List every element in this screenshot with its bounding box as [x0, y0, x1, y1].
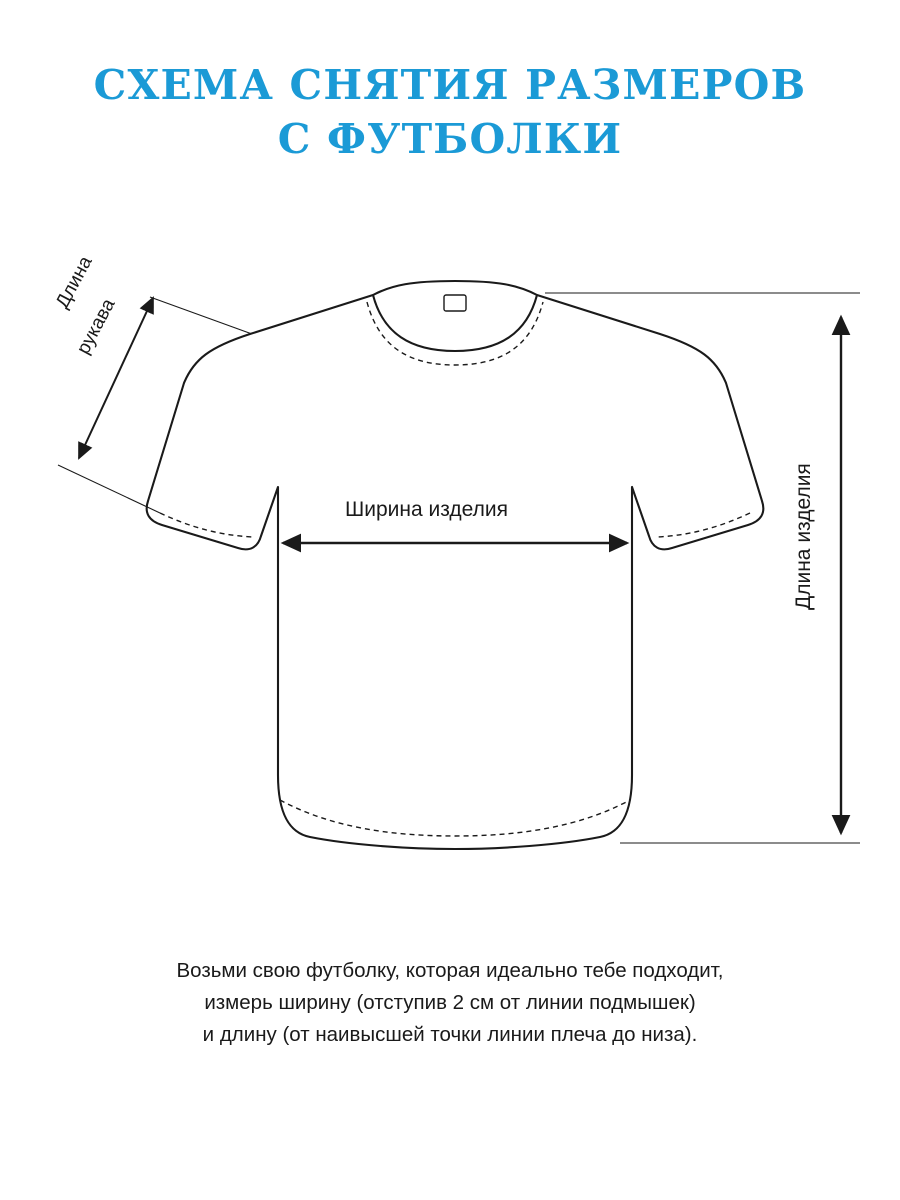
neck-tag: [444, 295, 466, 311]
t-shirt-measurement-diagram: [0, 252, 900, 895]
instructions-line-1: Возьми свою футболку, которая идеально тебе подходит,: [176, 959, 724, 982]
t-shirt-illustration: [0, 252, 900, 895]
page-title: [0, 58, 900, 166]
right-sleeve-hem: [658, 513, 750, 537]
label-product-length: Длина изделия: [792, 463, 815, 610]
left-sleeve-hem: [160, 513, 252, 537]
title-line-2: С ФУТБОЛКИ: [277, 115, 623, 164]
shirt-outline: [147, 281, 764, 849]
collar-outer: [373, 295, 537, 351]
sleeve-guide-bottom: [58, 465, 160, 513]
title-line-1: СХЕМА СНЯТИЯ РАЗМЕРОВ: [93, 61, 807, 109]
bottom-hem: [280, 800, 630, 836]
instructions-line-3: и длину (от наивысшей точки линии плеча до низа).: [202, 1022, 698, 1046]
instructions-line-2: измерь ширину (отступив 2 см от линии подмышек): [204, 990, 696, 1014]
label-sleeve-length-line-2: рукава: [73, 295, 120, 358]
label-product-width: Ширина изделия: [345, 498, 508, 521]
sleeve-guide-top: [150, 297, 252, 334]
instructions-text: [0, 955, 900, 1050]
label-sleeve-length-line-1: Длина: [52, 252, 97, 312]
